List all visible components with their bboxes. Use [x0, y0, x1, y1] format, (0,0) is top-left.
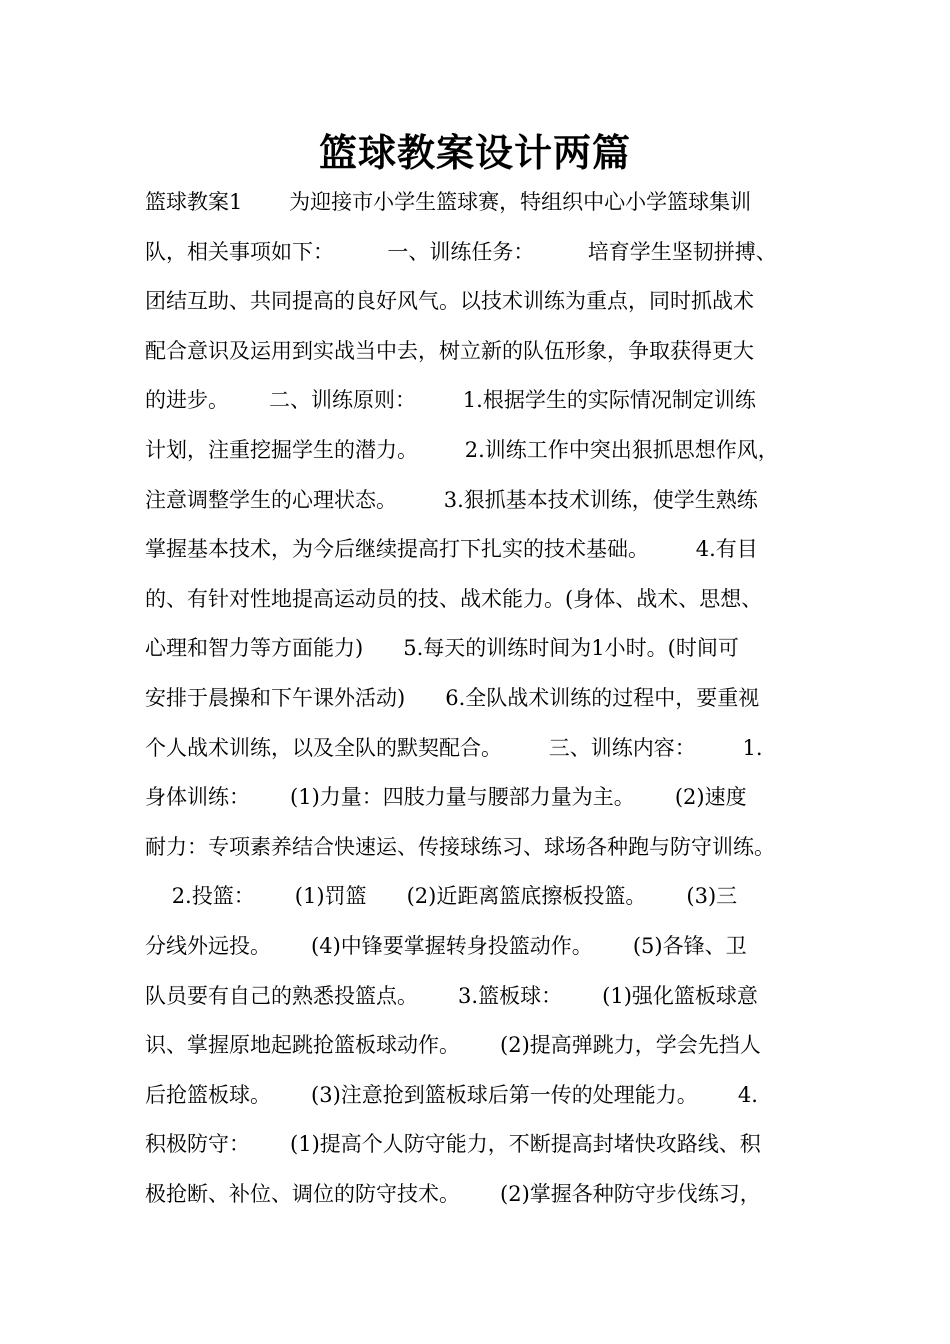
text-line: 团结互助、共同提高的良好风气。以技术训练为重点，同时抓战术 — [145, 289, 754, 314]
text-line: 积极防守： (1)提高个人防守能力，不断提高封堵快攻路线、积 — [145, 1132, 761, 1157]
text-line: 后抢篮板球。 (3)注意抢到篮板球后第一传的处理能力。 4. — [145, 1082, 758, 1107]
text-line: 队员要有自己的熟悉投篮点。 3.篮板球： (1)强化篮板球意 — [145, 983, 758, 1008]
document-title: 篮球教案设计两篇 — [318, 131, 631, 175]
text-line: 识、掌握原地起跳抢篮板球动作。 (2)提高弹跳力，学会先挡人 — [145, 1033, 761, 1058]
text-line: 安排于晨操和下午课外活动) 6.全队战术训练的过程中，要重视 — [145, 685, 760, 710]
text-line: 2.投篮： (1)罚篮 (2)近距离篮底擦板投篮。 (3)三 — [145, 884, 738, 909]
text-line: 注意调整学生的心理状态。 3.狠抓基本技术训练，使学生熟练 — [145, 487, 758, 512]
text-line: 队，相关事项如下： 一、训练任务： 培育学生坚韧拼搏、 — [145, 239, 777, 264]
text-line: 极抢断、补位、调位的防守技术。 (2)掌握各种防守步伐练习， — [145, 1181, 761, 1206]
text-line: 篮球教案1 为迎接市小学生篮球赛，特组织中心小学篮球集训 — [145, 190, 752, 214]
text-line: 的进步。 二、训练原则： 1.根据学生的实际情况制定训练 — [145, 388, 756, 413]
text-line: 身体训练： (1)力量：四肢力量与腰部力量为主。 (2)速度 — [145, 785, 747, 810]
text-line: 配合意识及运用到实战当中去，树立新的队伍形象，争取获得更大 — [145, 338, 754, 363]
document-body — [145, 178, 825, 1219]
text-line: 计划，注重挖掘学生的潜力。 2.训练工作中突出狠抓思想作风， — [145, 437, 779, 462]
text-line: 的、有针对性地提高运动员的技、战术能力。(身体、战术、思想、 — [145, 586, 763, 611]
text-line: 分线外远投。 (4)中锋要掌握转身投篮动作。 (5)各锋、卫 — [145, 933, 747, 958]
text-line: 掌握基本技术，为今后继续提高打下扎实的技术基础。 4.有目 — [145, 537, 758, 562]
text-line: 个人战术训练，以及全队的默契配合。 三、训练内容： 1. — [145, 735, 763, 760]
text-line: 耐力：专项素养结合快速运、传接球练习、球场各种跑与防守训练。 — [145, 834, 775, 859]
text-line: 心理和智力等方面能力) 5.每天的训练时间为1小时。(时间可 — [145, 636, 739, 661]
